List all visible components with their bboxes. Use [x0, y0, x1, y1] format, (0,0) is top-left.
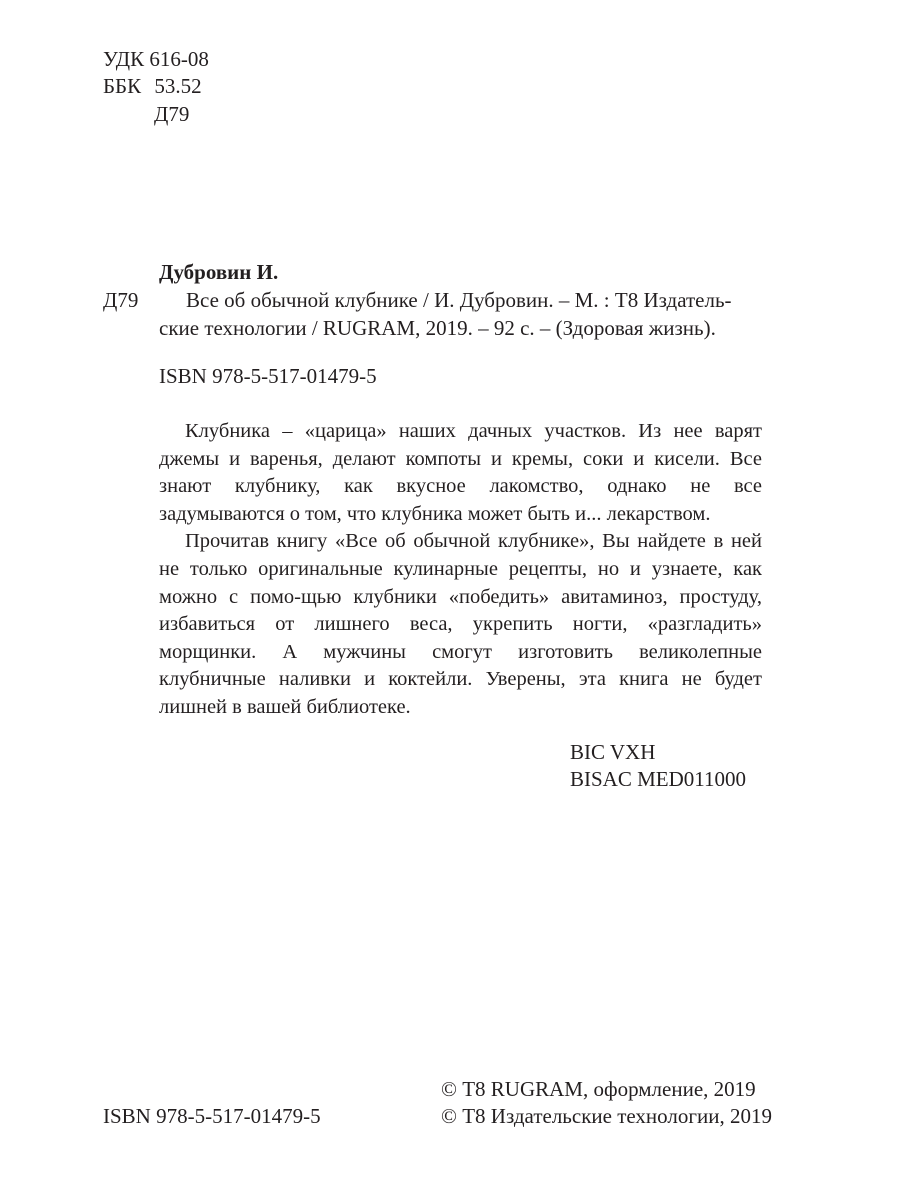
annotation	[159, 418, 762, 722]
udk-line	[103, 46, 209, 73]
isbn-footer: ISBN 978-5-517-01479-5	[103, 1104, 321, 1128]
bib-line-2: ские технологии / RUGRAM, 2019. – 92 с. – (Здоровая жизнь).	[159, 316, 716, 340]
bic-code: BIC VXH	[570, 740, 656, 764]
author-mark: Д79	[103, 288, 139, 312]
author-mark-top: Д79	[154, 102, 190, 126]
bbk-label: ББК	[103, 74, 142, 98]
udk-label: УДК	[103, 47, 145, 71]
bbk-line	[103, 73, 202, 100]
bisac-code: BISAC MED011000	[570, 767, 746, 791]
copyright-rugram: © Т8 RUGRAM, оформление, 2019	[441, 1077, 756, 1101]
copyright-t8: © Т8 Издательские технологии, 2019	[441, 1104, 772, 1128]
isbn-record: ISBN 978-5-517-01479-5	[159, 364, 377, 388]
author-name: Дубровин И.	[159, 260, 279, 284]
annotation-paragraph-1: Клубника – «царица» наших дачных участков. Из нее варят джемы и варенья, делают компоты и кремы, соки и кисели. Все знают клубнику, как вкусное лакомство, однако не все задумываются о том, что клубника может быть и... лекарством.	[159, 420, 762, 525]
udk-value: 616-08	[149, 47, 209, 71]
bib-line-1: Все об обычной клубнике / И. Дубровин. – М. : Т8 Издатель-	[186, 288, 732, 312]
annotation-paragraph-2: Прочитав книгу «Все об обычной клубнике», Вы найдете в ней не только оригинальные кулинарные рецепты, но и узнаете, как можно с помо-щью клубники «победить» авитаминоз, простуду, избавиться от лишнего веса, укрепить ногти, «разгладить» морщинки. А мужчины смогут изготовить великолепные клубничные наливки и коктейли. Уверены, эта книга не будет лишней в вашей библиотеке.	[159, 530, 762, 718]
bbk-value: 53.52	[154, 74, 202, 98]
